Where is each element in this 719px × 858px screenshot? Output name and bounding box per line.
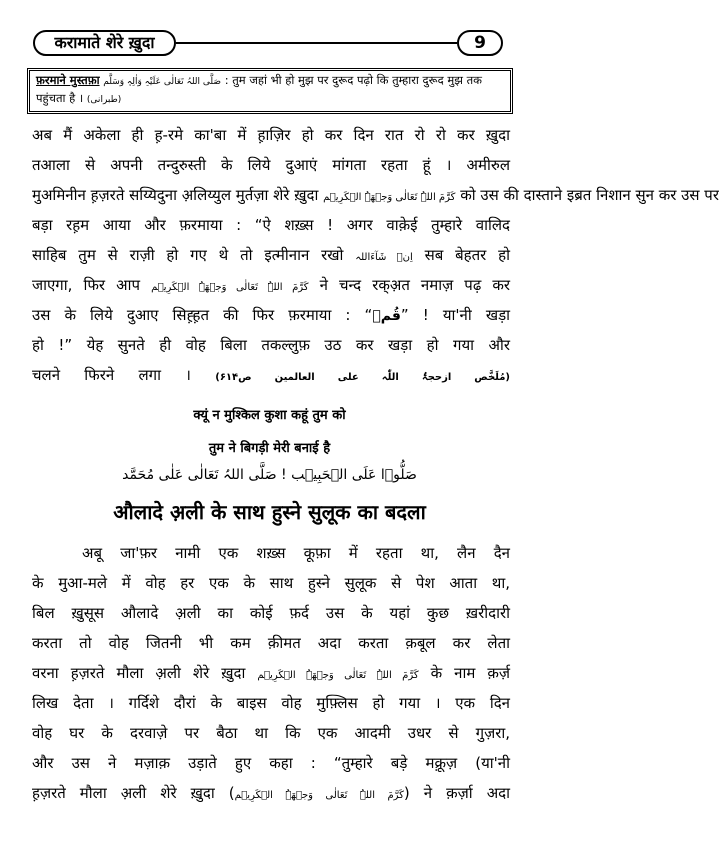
running-header-title: करामाते शेरे ख़ुदा (33, 30, 176, 56)
p2-line-7: वोह घर के दरवाज़े पर बैठा था कि एक आदमी उधर से गुज़रा, (32, 724, 510, 742)
paragraph-2 (32, 538, 510, 808)
p1-line-7-b: ” ! या'नी खड़ा (400, 306, 511, 324)
p1-line-3 (32, 180, 719, 210)
p1-line-5-b: सब बेहतर हो (424, 246, 510, 264)
p1-line-1: अब मैं अकेला ही ह़-रमे का'बा में ह़ाज़िर हो कर दिन रात रो रो कर ख़ुदा (32, 126, 510, 144)
p2-line-5-arabic: کَرَّمَ اللہُ تَعَالٰی وَجۡھَہُ الۡکَرِیۡم (257, 670, 419, 681)
p1-line-9 (32, 360, 510, 390)
p2-line-3: बिल ख़ुसूस औलादे अ़ली का कोई फ़र्द उस के यहां कुछ ख़रीदारी (32, 604, 510, 622)
p2-line-5-b: के नाम क़र्ज़ (430, 664, 510, 682)
p2-line-8: और उस ने मज़ाक़ उड़ाते हुए कहा : “तुम्हारे बड़े मक़्रूज़ (या'नी (32, 754, 510, 772)
p2-line-9-a: ह़ज़रते मौला अ़ली शेरे ख़ुदा (32, 784, 215, 802)
verse-line-1: क्यूं न मुश्किल कुशा कहूं तुम को (193, 408, 346, 423)
p1-line-3-text-b: को उस की दास्ताने इब्रत निशान सुन कर उस पर (460, 186, 719, 204)
page-number: 9 (457, 30, 503, 56)
p1-line-7 (32, 300, 510, 330)
p1-line-5-arabic: اِنۡ شَآءَاللہ (355, 252, 413, 263)
p2-line-6: लिख देता । गर्दिशे दौरां के बाइस वोह मुफ़्लिस हो गया । एक दिन (32, 694, 510, 712)
p1-line-6-b: ने चन्द रक्अ़त नमाज़ पढ़ कर (319, 276, 510, 294)
section-heading: औलादे अ़ली के साथ हुस्ने सुलूक का बदला (113, 500, 426, 524)
header-rule (176, 42, 457, 44)
box-label: फ़रमाने मुस्तफ़ा (36, 73, 100, 87)
salawat-line: صَلُّوۡا عَلَی الۡحَبِیۡب ! صَلَّی اللہُ تَعَالٰی عَلٰی مُحَمَّد (122, 467, 417, 483)
p1-line-8: हो !” येह सुनते ही वोह बिला तकल्लुफ़ उठ कर खड़ा हो गया और (32, 336, 510, 354)
p2-line-4: करता तो वोह जितनी भी कम क़ीमत अदा करता क़बूल कर लेता (32, 634, 510, 652)
p2-line-9-b: ) ने क़र्ज़ा अदा (403, 784, 510, 802)
p2-line-9-paren: ( (228, 784, 235, 802)
box-text-2: मुझ तक पहुंचता है । (36, 73, 482, 105)
p1-line-5-a: साहिब तुम से राज़ी हो गए थे तो इत्मीनान रखो (32, 246, 344, 264)
p2-line-1: अबू जा'फ़र नामी एक शख़्स कूफ़ा में रहता था, लैन दैन (82, 544, 510, 562)
p1-line-7-arabic: قُمۡ (372, 308, 401, 324)
p1-line-6-arabic: کَرَّمَ اللہُ تَعَالٰی وَجۡھَہُ الۡکَرِیۡم (151, 282, 309, 293)
p1-line-4: बड़ा रह़म आया और फ़रमाया : “ऐ शख़्स ! अगर वाक़ेई तुम्हारे वालिद (32, 216, 510, 234)
p2-line-5 (32, 658, 510, 688)
p1-line-7-a: उस के लिये दुआए सिह़्ह़त की फिर फ़रमाया : “ (32, 306, 373, 324)
verse-line-2: तुम ने बिगड़ी मेरी बनाई है (208, 441, 331, 456)
p1-line-3-arabic: کَرَّمَ اللہُ تَعَالٰی وَجۡھَہُ الۡکَرِیۡم (323, 192, 456, 203)
box-text-1: : तुम जहां भी हो मुझ पर दुरूद पढ़ो कि तुम्हारा दुरूद (224, 73, 444, 87)
box-source: (طبرانی) (86, 95, 122, 105)
paragraph-1 (32, 120, 719, 390)
box-arabic-salutation: صَلَّی اللہُ تَعَالٰی عَلَیْہِ وَاٰلِہٖ وَسَلَّم (103, 77, 222, 87)
p1-reference: (مُلَخَّص ازحجۃُ اللّٰہ علی العالمین ص۶۱۴) (215, 372, 510, 383)
p2-line-2: के मुआ-मले में वोह हर एक के साथ हुस्ने सुलूक से पेश आता था, (32, 574, 510, 592)
p1-line-6-a: जाएगा, फिर आप (32, 276, 140, 294)
p1-line-5 (32, 240, 510, 270)
p2-line-9 (32, 778, 510, 808)
p1-line-3-text: मुअमिनीन ह़ज़रते सय्यिदुना अ़लिय्युल मुर्तज़ा शेरे ख़ुदा (32, 186, 319, 204)
farmane-mustafa-box (27, 68, 513, 114)
p2-line-5-a: वरना ह़ज़रते मौला अ़ली शेरे ख़ुदा (32, 664, 246, 682)
p1-line-9-text: चलने फिरने लगा । (32, 366, 191, 384)
p1-line-2: तआला से अपनी तन्दुरुस्ती के लिये दुआएं मांगता रहता हूं । अमीरुल (32, 156, 510, 174)
p2-line-9-arabic: کَرَّمَ اللہُ تَعَالٰی وَجۡھَہُ الۡکَرِیۡم (234, 790, 404, 801)
p1-line-6 (32, 270, 510, 300)
